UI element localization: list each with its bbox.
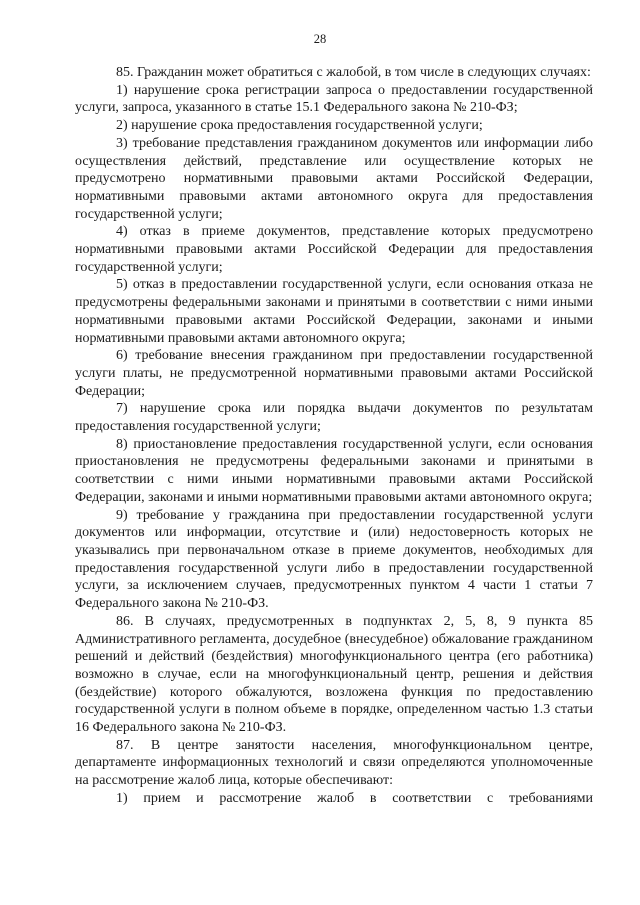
document-body [75, 64, 593, 808]
list-item-85-8: 8) приостановление предоставления государственной услуги, если основания приостановления не предусмотрены федеральными законами и принятыми в соответствии с ними иными нормативными правовыми актами Российской Федерации, законами и иными нормативными правовыми актами автономного округа; [75, 436, 593, 505]
list-item-85-3: 3) требование представления гражданином документов или информации либо осуществления действий, представление или осуществление которых не предусмотрено нормативными правовыми актами Российской Федерации, нормативными правовыми актами автономного округа для предоставления государственной услуги; [75, 135, 593, 222]
list-item-85-1: 1) нарушение срока регистрации запроса о предоставлении государственной услуги, запроса, указанного в статье 15.1 Федерального закона № 210-ФЗ; [75, 82, 593, 116]
paragraph-87: 87. В центре занятости населения, многофункциональном центре, департаменте информационных технологий и связи определяются уполномоченные на рассмотрение жалоб лица, которые обеспечивают: [75, 737, 593, 789]
list-item-85-5: 5) отказ в предоставлении государственной услуги, если основания отказа не предусмотрены федеральными законами и принятыми в соответствии с ними иными нормативными правовыми актами Российской Федерации, законами и иными нормативными правовыми актами автономного округа; [75, 277, 593, 346]
list-item-85-6: 6) требование внесения гражданином при предоставлении государственной услуги платы, не предусмотренной нормативными правовыми актами Российской Федерации; [75, 348, 593, 399]
list-item-85-9: 9) требование у гражданина при предоставлении государственной услуги документов или информации, отсутствие и (или) недостоверность которых не указывались при первоначальном отказе в приеме документов, необходимых для предоставления государственной услуги либо в предоставлении государственной услуги, за исключением случаев, предусмотренных пунктом 4 части 1 статьи 7 Федерального закона № 210-ФЗ. [75, 507, 593, 612]
list-item-85-2: 2) нарушение срока предоставления государственной услуги; [116, 118, 483, 134]
list-item-87-1: 1) прием и рассмотрение жалоб в соответствии с требованиями [116, 790, 593, 806]
paragraph-85: 85. Гражданин может обратиться с жалобой, в том числе в следующих случаях: [116, 65, 591, 80]
list-item-85-4: 4) отказ в приеме документов, представление которых предусмотрено нормативными правовыми актами Российской Федерации для предоставления государственной услуги; [75, 224, 593, 275]
paragraph-86: 86. В случаях, предусмотренных в подпунктах 2, 5, 8, 9 пункта 85 Административного регламента, досудебное (внесудебное) обжалование гражданином решений и действий (бездействия) многофункционального центра (его работника) возможно в случае, если на многофункциональный центр, решения и действия (бездействие) которого обжалуются, возложена функция по предоставлению государственной услуги в полном объеме в порядке, определенном частью 1.3 статьи 16 Федерального закона № 210-ФЗ. [75, 613, 593, 736]
page-number: 28 [313, 32, 327, 46]
list-item-85-7: 7) нарушение срока или порядка выдачи документов по результатам предоставления государственной услуги; [75, 401, 593, 435]
